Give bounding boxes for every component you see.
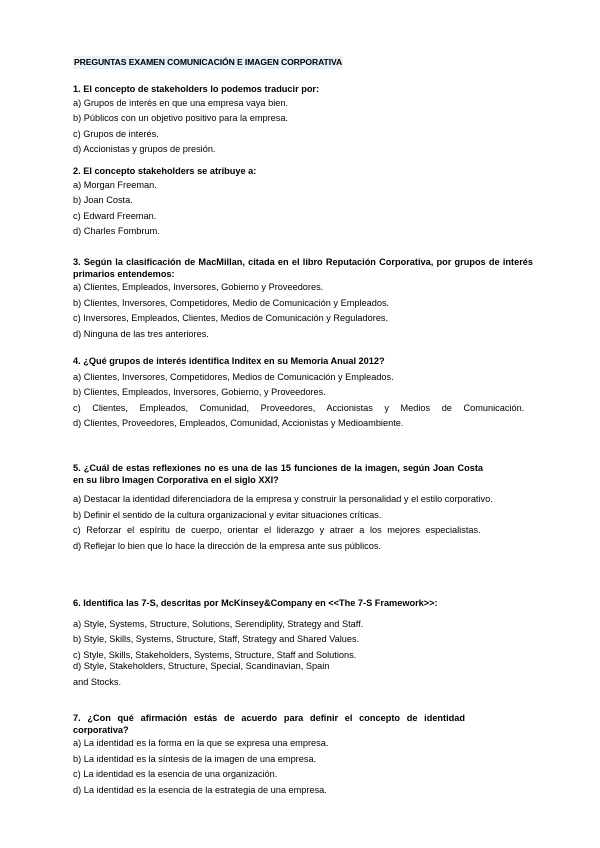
option-b: b) Clientes, Empleados, Inversores, Gobierno, y Proveedores. (73, 387, 326, 397)
question-heading: 2. El concepto stakeholders se atribuye a: (73, 166, 257, 176)
option-a: a) Style, Systems, Structure, Solutions, Serendiplity, Strategy and Staff. (73, 618, 364, 629)
question-2 (73, 166, 533, 238)
question-heading: 6. Identifica las 7-S, descritas por McKinsey&Company en <<The 7-S Framework>>: (73, 598, 438, 608)
option-b: b) Clientes, Inversores, Competidores, Medio de Comunicación y Empleados. (73, 297, 390, 308)
question-5 (73, 463, 533, 552)
option-b: b) Definir el sentido de la cultura organizacional y evitar situaciones críticas. (73, 509, 382, 520)
option-c: c) Inversores, Empleados, Clientes, Medios de Comunicación y Reguladores. (73, 313, 389, 323)
option-d: d) Clientes, Proveedores, Empleados, Comunidad, Accionistas y Medioambiente. (73, 418, 404, 428)
page-title: PREGUNTAS EXAMEN COMUNICACIÓN E IMAGEN CORPORATIVA (74, 57, 343, 67)
option-a: a) La identidad es la forma en la que se expresa una empresa. (73, 738, 329, 748)
option-a: a) Morgan Freeman. (73, 179, 157, 190)
option-a: a) Grupos de interés en que una empresa vaya bien. (73, 97, 289, 108)
question-1 (73, 84, 533, 156)
option-b: b) La identidad es la síntesis de la imagen de una empresa. (73, 753, 317, 764)
question-heading: 4. ¿Qué grupos de interés identifica Inditex en su Memoria Anual 2012? (73, 356, 385, 366)
option-a: a) Destacar la identidad diferenciadora de la empresa y construir la personalidad y el estilo corporativo. (73, 494, 493, 504)
option-c: c) Style, Skills, Stakeholders, Systems, Structure, Staff and Solutions. (73, 649, 357, 660)
option-d: d) Ninguna de las tres anteriores. (73, 328, 209, 339)
option-d: d) Charles Fombrum. (73, 226, 160, 236)
option-c: c) Edward Freeman. (73, 210, 157, 221)
question-4 (73, 356, 533, 430)
option-d: d) Style, Stakeholders, Structure, Special, Scandinavian, Spain (73, 661, 330, 671)
option-c: c) La identidad es la esencia de una organización. (73, 769, 278, 779)
option-d: d) La identidad es la esencia de la estrategia de una empresa. (73, 784, 327, 795)
question-heading: 7. ¿Con qué afirmación estás de acuerdo para definir el concepto de identidad corporativa? (73, 713, 465, 735)
option-a: a) Clientes, Inversores, Competidores, Medios de Comunicación y Empleados. (73, 371, 394, 382)
question-6 (73, 598, 533, 688)
option-d-continued: and Stocks. (73, 676, 122, 687)
question-heading: 3. Según la clasificación de MacMillan, citada en el libro Reputación Corporativa, por grupos de interés primarios entendemos: (73, 257, 533, 279)
question-3 (73, 257, 533, 340)
option-b: b) Joan Costa. (73, 195, 133, 205)
option-c: c) Grupos de interés. (73, 128, 159, 139)
option-c: c) Clientes, Empleados, Comunidad, Proveedores, Accionistas y Medios de Comunicación. (73, 402, 525, 413)
option-a: a) Clientes, Empleados, Inversores, Gobierno y Proveedores. (73, 282, 324, 292)
option-c: c) Reforzar el espíritu de cuerpo, orientar el liderazgo y atraer a los mejores especialistas. (73, 525, 481, 535)
question-heading: 1. El concepto de stakeholders lo podemos traducir por: (73, 84, 320, 94)
question-heading: 5. ¿Cuál de estas reflexiones no es una de las 15 funciones de la imagen, según Joan Costa en su libro Imagen Corporativa en el siglo XXI? (73, 463, 483, 485)
option-b: b) Públicos con un objetivo positivo para la empresa. (73, 113, 289, 123)
option-d: d) Reflejar lo bien que lo hace la dirección de la empresa ante sus públicos. (73, 540, 381, 551)
question-7 (73, 713, 533, 796)
option-b: b) Style, Skills, Systems, Structure, Staff, Strategy and Shared Values. (73, 634, 360, 644)
option-d: d) Accionistas y grupos de presión. (73, 144, 216, 154)
